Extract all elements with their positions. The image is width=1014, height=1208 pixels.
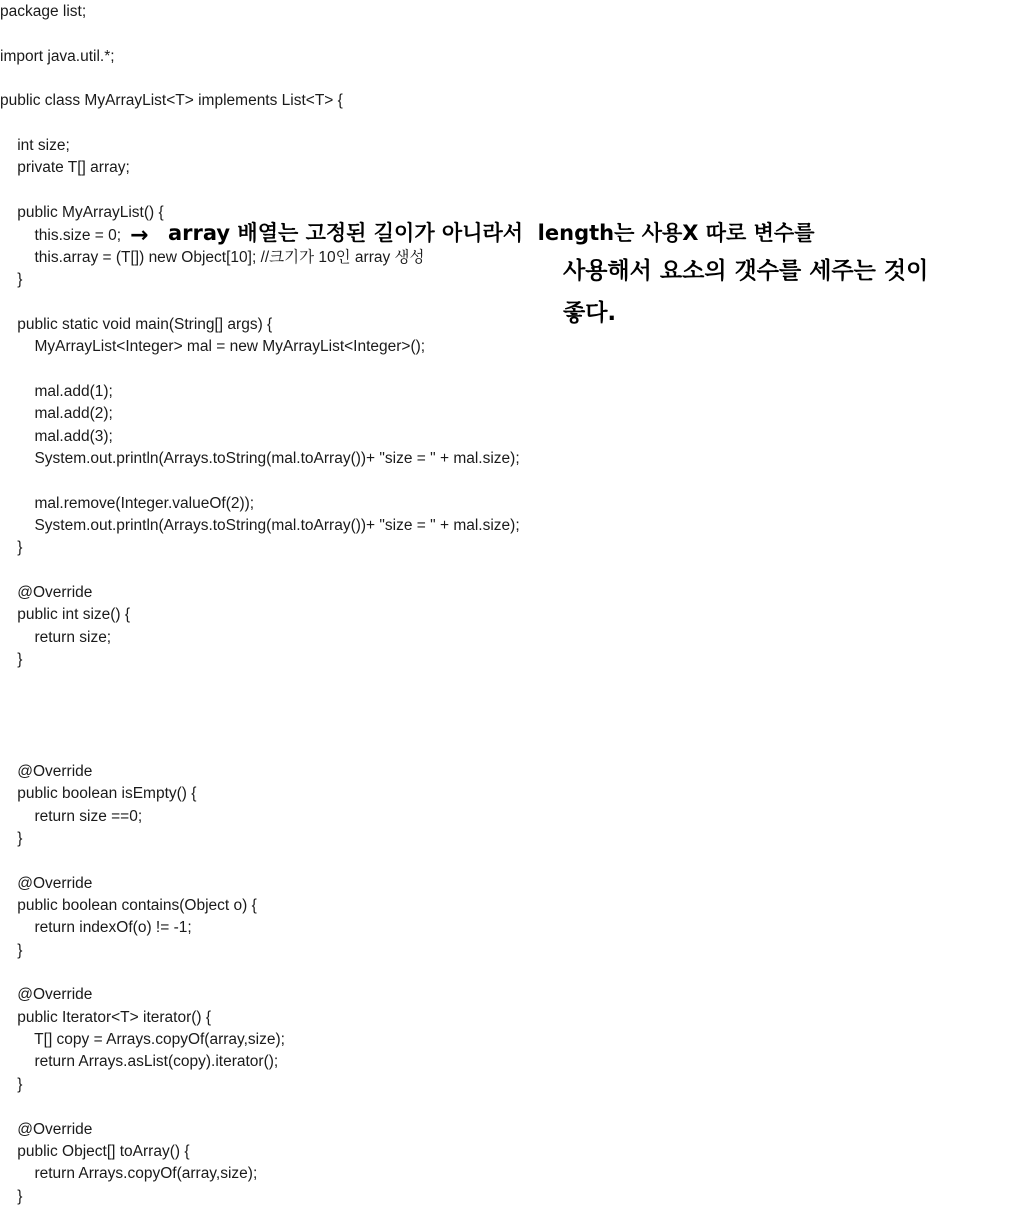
code-line: public boolean contains(Object o) {	[0, 897, 257, 914]
code-line: return Arrays.asList(copy).iterator();	[0, 1053, 279, 1071]
code-line: }	[0, 539, 23, 557]
code-line: @Override	[0, 1120, 93, 1138]
code-line: return indexOf(o) != -1;	[0, 919, 192, 937]
code-line: return size ==0;	[0, 807, 143, 825]
code-line: mal.add(2);	[0, 405, 113, 423]
code-line: public static void main(String[] args) {	[0, 315, 273, 333]
code-line: @Override	[0, 584, 93, 602]
code-line: public Object[] toArray() {	[0, 1142, 190, 1160]
code-line: public class MyArrayList<T> implements List<T> {	[0, 92, 343, 110]
code-line: this.size = 0;	[0, 226, 122, 244]
code-line: return Arrays.copyOf(array,size);	[0, 1165, 258, 1183]
code-line: return size;	[0, 628, 112, 646]
code-line: mal.add(1);	[0, 382, 113, 400]
code-line: }	[0, 941, 23, 959]
handwritten-note-line-2: 사용해서 요소의 갯수를 세주는 것이	[563, 258, 929, 284]
code-line: @Override	[0, 986, 93, 1004]
code-line: package list;	[0, 3, 87, 20]
handwritten-note-line-1: array 배열는 고정된 길이가 아니라서 length는 사용X 따로 변수를	[168, 221, 815, 245]
code-line: System.out.println(Arrays.toString(mal.toArray())+ "size = " + mal.size);	[0, 517, 520, 535]
code-line: private T[] array;	[0, 159, 130, 177]
code-line: int size;	[0, 137, 70, 155]
code-line: mal.add(3);	[0, 427, 113, 445]
code-line: public Iterator<T> iterator() {	[0, 1008, 212, 1026]
code-line: }	[0, 1187, 23, 1205]
handwritten-note-line-3: 좋다.	[563, 300, 617, 326]
code-line: }	[0, 651, 23, 669]
code-line: this.array = (T[]) new Object[10]; //크기가 10인 array 생성	[0, 248, 425, 266]
code-line: System.out.println(Arrays.toString(mal.toArray())+ "size = " + mal.size);	[0, 450, 520, 467]
code-line: MyArrayList<Integer> mal = new MyArrayList<Integer>();	[0, 338, 426, 356]
code-line: T[] copy = Arrays.copyOf(array,size);	[0, 1031, 285, 1049]
code-line: public boolean isEmpty() {	[0, 785, 197, 803]
code-line: mal.remove(Integer.valueOf(2));	[0, 494, 255, 512]
code-line: }	[0, 271, 23, 289]
code-line: }	[0, 1075, 23, 1093]
code-line: @Override	[0, 762, 93, 780]
code-line: }	[0, 829, 23, 847]
code-line: public MyArrayList() {	[0, 204, 164, 222]
code-line: public int size() {	[0, 606, 131, 624]
arrow-icon: →	[130, 223, 149, 248]
code-line: @Override	[0, 874, 93, 892]
code-line: import java.util.*;	[0, 47, 115, 65]
